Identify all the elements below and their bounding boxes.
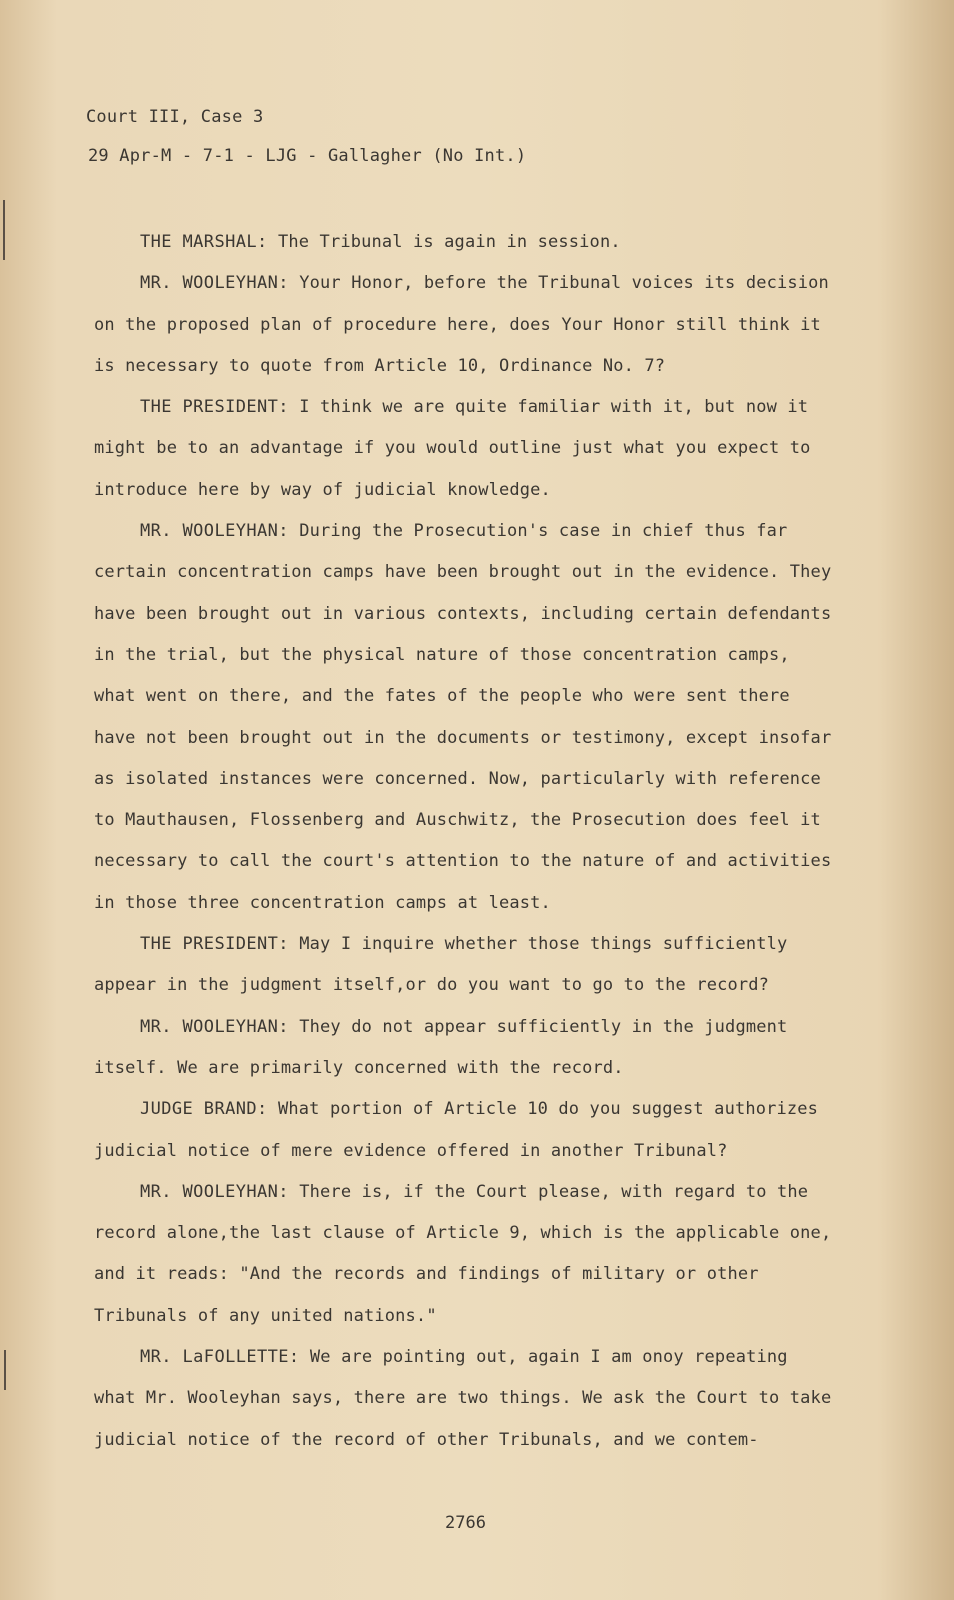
paragraph-text: Your Honor, before the Tribunal voices its decision on the proposed plan of procedure here, does Your Honor still think it is necessary to quote from Article 10, Ordinance No. 7? <box>94 273 829 376</box>
speaker-label: MR. WOOLEYHAN: <box>140 1181 289 1202</box>
transcript-paragraph <box>94 511 834 924</box>
transcript-paragraph <box>94 1007 834 1090</box>
speaker-label: THE PRESIDENT: <box>140 397 289 418</box>
transcript-paragraph <box>94 1089 834 1172</box>
speaker-label: MR. LaFOLLETTE: <box>140 1347 300 1368</box>
transcript-paragraph <box>94 1172 834 1337</box>
speaker-label: THE PRESIDENT: <box>140 934 289 955</box>
transcript-paragraph <box>94 387 834 511</box>
paragraph-text: We are pointing out, again I am onoy repeating what Mr. Wooleyhan says, there are two things. We ask the Court to take judicial notice of the record of other Tribunals, and we contem- <box>94 1347 832 1450</box>
paragraph-text: The Tribunal is again in session. <box>278 232 621 252</box>
transcript-paragraph <box>94 924 834 1007</box>
page-edge-mark <box>4 1350 6 1390</box>
speaker-label: JUDGE BRAND: <box>140 1099 268 1120</box>
transcript-paragraph <box>94 1337 834 1461</box>
paragraph-text: They do not appear sufficiently in the judgment itself. We are primarily concerned with the record. <box>94 1016 788 1078</box>
paragraph-text: During the Prosecution's case in chief thus far certain concentration camps have been brought out in the evidence. They have been brought out in various contexts, including certain defendants in the trial, but the physical nature of those concentration camps, what went on there, and the fates of the people who were sent there have not been brought out in the documents or testimony, except insofar as isolated instances were concerned. Now, particularly with reference to Mauthausen, Flossenberg and Auschwitz, the Prosecution does feel it necessary to call the court's attention to the nature of and activities in those three concentration camps at least. <box>94 521 832 913</box>
speaker-label: MR. WOOLEYHAN: <box>140 521 289 542</box>
transcript-paragraph <box>94 222 834 263</box>
speaker-label: MR. WOOLEYHAN: <box>140 273 289 294</box>
paragraph-text: May I inquire whether those things sufficiently appear in the judgment itself,or do you want to go to the record? <box>94 934 788 996</box>
transcript-body <box>94 222 834 1461</box>
paragraph-text: What portion of Article 10 do you suggest authorizes judicial notice of mere evidence offered in another Tribunal? <box>94 1099 819 1161</box>
page-number: 2766 <box>445 1513 486 1533</box>
paragraph-text: I think we are quite familiar with it, but now it might be to an advantage if you would outline just what you expect to introduce here by way of judicial knowledge. <box>94 397 811 500</box>
session-header: 29 Apr-M - 7-1 - LJG - Gallagher (No Int.) <box>88 146 527 166</box>
speaker-label: MR. WOOLEYHAN: <box>140 1016 289 1037</box>
case-header: Court III, Case 3 <box>86 107 264 127</box>
transcript-paragraph <box>94 263 834 387</box>
page-edge-mark <box>3 200 5 260</box>
paragraph-text: There is, if the Court please, with regard to the record alone,the last clause of Article 9, which is the applicable one, and it reads: "And the records and findings of military or other Tribunals of any united nations." <box>94 1181 832 1326</box>
speaker-label: THE MARSHAL: <box>140 232 268 252</box>
